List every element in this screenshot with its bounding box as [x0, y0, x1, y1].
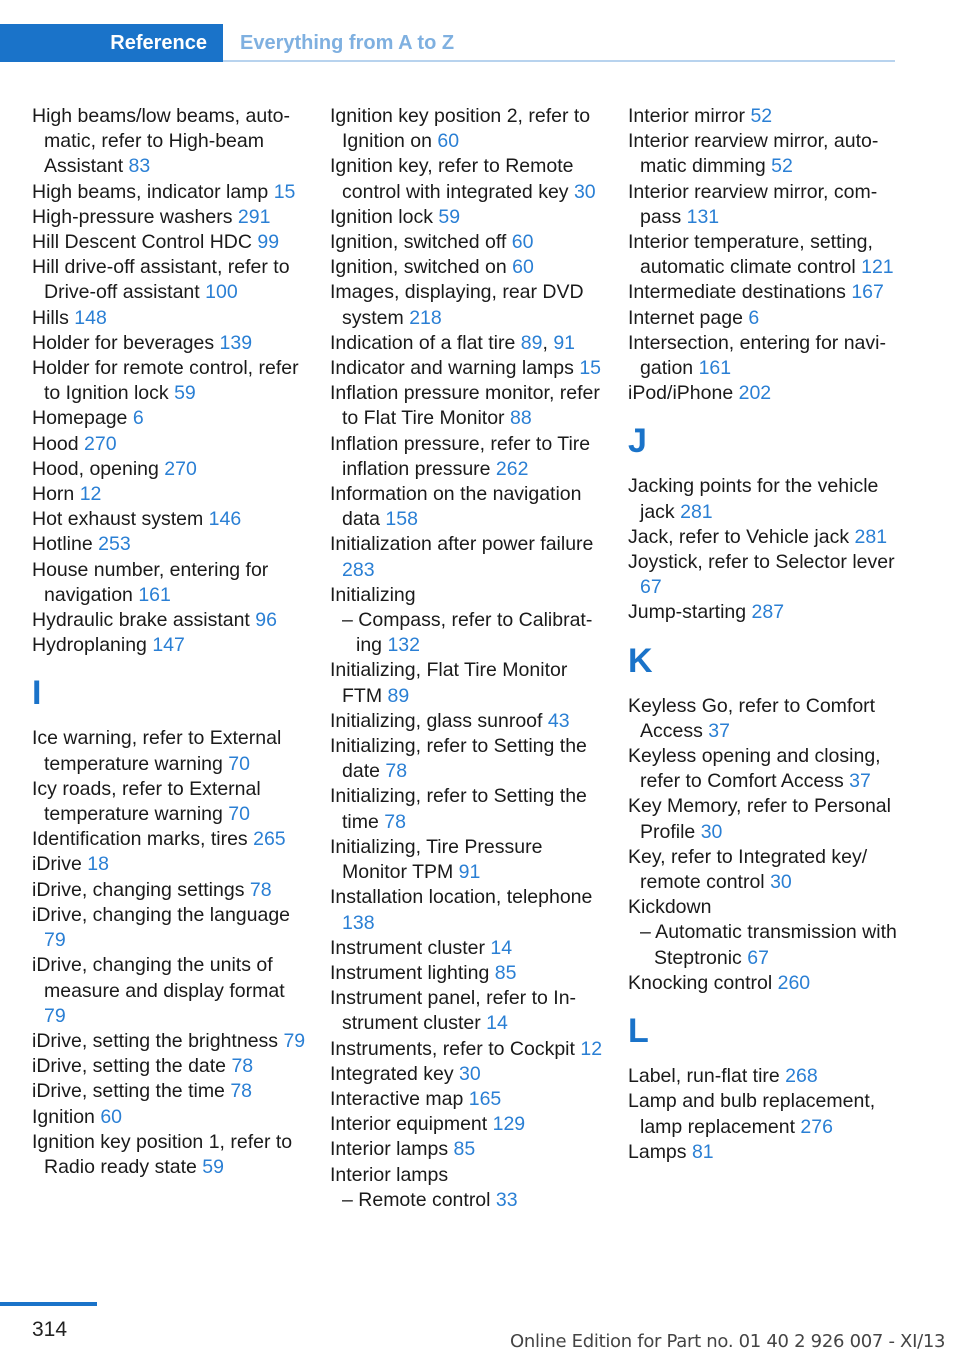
entry-text: Horn	[32, 483, 80, 506]
entry-text: Hills	[32, 306, 75, 329]
index-entry	[330, 1112, 605, 1137]
entry-text: iDrive, setting the date	[32, 1055, 232, 1078]
entry-text: Ignition key position 1, refer to Radio ready state	[32, 1130, 293, 1178]
page-reference-link[interactable]: 79	[44, 1004, 66, 1027]
entry-text: Images, displaying, rear DVD system	[330, 281, 584, 329]
index-entry	[32, 406, 307, 431]
entry-text: Inflation pressure, refer to Tire inflation pressure	[330, 432, 591, 480]
entry-text: Initialization after power failure	[330, 533, 594, 556]
index-entry	[330, 280, 605, 330]
page-reference-link[interactable]: 30	[700, 820, 723, 843]
page-reference-link[interactable]: 281	[854, 525, 888, 548]
index-entry	[32, 457, 307, 482]
index-entry	[330, 936, 605, 961]
page-header	[0, 24, 895, 62]
page-reference-link[interactable]: 96	[255, 609, 277, 632]
index-entry	[628, 845, 900, 895]
index-entry	[32, 230, 307, 255]
page-reference-link[interactable]: 260	[777, 971, 811, 994]
entry-text: Instrument lighting	[330, 961, 495, 984]
index-entry	[628, 381, 900, 406]
index-column-2	[330, 104, 605, 1213]
index-entry	[330, 381, 605, 431]
index-subentry	[628, 920, 900, 970]
footer-accent-bar	[0, 1302, 97, 1306]
page-reference-link[interactable]: 139	[219, 331, 253, 354]
page-reference-link[interactable]: 52	[771, 155, 793, 178]
section-letter: I	[32, 674, 42, 713]
entry-text: Jump-starting	[628, 601, 752, 624]
index-column-1	[32, 104, 307, 1180]
entry-text: High-pressure washers	[32, 205, 238, 228]
index-entry	[330, 331, 605, 356]
index-entry	[628, 104, 900, 129]
index-entry	[32, 608, 307, 633]
entry-text: Initializing, glass sunroof	[330, 709, 548, 732]
index-entry	[628, 525, 900, 550]
index-entry	[628, 971, 900, 996]
section-letter: J	[628, 422, 647, 461]
page-reference-link[interactable]: 30	[459, 1062, 481, 1085]
entry-text: Ignition lock	[330, 205, 439, 228]
index-entry	[330, 356, 605, 381]
page-reference-link[interactable]: 6	[748, 306, 760, 329]
page-reference-link[interactable]: 70	[228, 803, 250, 826]
entry-text: Ignition, switched off	[330, 231, 512, 254]
index-entry	[330, 961, 605, 986]
index-entry	[32, 1054, 307, 1079]
entry-text: Homepage	[32, 407, 133, 430]
page-reference-link[interactable]: 78	[230, 1080, 253, 1103]
entry-text: Hotline	[32, 533, 99, 556]
entry-text: Key, refer to Integrated key/ remote control	[628, 845, 868, 894]
entry-text: Hill Descent Control HDC	[32, 231, 258, 254]
index-entry	[330, 1087, 605, 1112]
section-tab	[0, 24, 223, 62]
page-reference-link[interactable]: 262	[495, 457, 529, 480]
index-entry	[628, 129, 900, 179]
entry-text: Interior rearview mirror, compass	[628, 180, 878, 228]
page-reference-link[interactable]: 43	[547, 709, 570, 732]
entry-text: – Remote control	[342, 1188, 496, 1211]
page-reference-link[interactable]: 60	[437, 130, 460, 153]
index-entry	[330, 432, 605, 482]
entry-text: Joystick, refer to Selector lever	[628, 551, 895, 574]
index-entry	[32, 255, 307, 305]
index-entry	[330, 255, 605, 280]
entry-text: Instrument panel, refer to Instrument cluster	[330, 987, 577, 1035]
entry-text: Inflation pressure monitor, refer to Flat Tire Monitor	[330, 382, 600, 430]
entry-text: Interior mirror	[628, 105, 751, 127]
entry-text: Intersection, entering for navigation	[628, 331, 886, 380]
page-reference-link[interactable]: 59	[438, 205, 461, 228]
page-reference-link[interactable]: 81	[691, 1140, 714, 1163]
entry-text: Integrated key	[330, 1062, 459, 1085]
index-entry	[32, 432, 307, 457]
index-entry	[330, 784, 605, 834]
entry-text: – Compass, refer to Calibrating	[342, 609, 593, 657]
page-reference-link[interactable]: 70	[228, 752, 250, 775]
page-reference-link[interactable]: 158	[385, 508, 418, 531]
page-reference-link[interactable]: 79	[283, 1029, 306, 1052]
page-reference-link[interactable]: 33	[495, 1188, 518, 1211]
section-letter: L	[628, 1012, 649, 1051]
index-entry	[32, 1105, 307, 1130]
index-entry	[32, 852, 307, 877]
entry-text: Lamp and bulb replacement, lamp replacement	[628, 1090, 876, 1138]
entry-text: iDrive, setting the time	[32, 1080, 231, 1103]
entry-text: Intermediate destinations	[628, 281, 852, 304]
index-entry	[330, 230, 605, 255]
page-reference-link[interactable]: 270	[84, 432, 117, 455]
entry-text: Ignition key, refer to Remote control with integrated key	[330, 155, 574, 203]
page-reference-link[interactable]: 60	[511, 231, 534, 254]
index-entry	[32, 482, 307, 507]
index-entry	[32, 356, 307, 406]
index-entry	[32, 532, 307, 557]
index-entry	[330, 1037, 605, 1062]
entry-text: Key Memory, refer to Personal Profile	[628, 795, 891, 843]
index-entry	[32, 726, 307, 776]
entry-text: Knocking control	[628, 971, 778, 994]
page-reference-link[interactable]: 100	[205, 281, 238, 304]
entry-text: Information on the navigation data	[330, 483, 582, 531]
page-reference-link[interactable]: 281	[680, 500, 713, 523]
entry-text: Interactive map	[330, 1087, 469, 1110]
entry-text: Label, run-flat tire	[628, 1065, 786, 1088]
page-reference-link[interactable]: 30	[573, 180, 596, 203]
page-reference-link[interactable]: 202	[738, 382, 772, 405]
index-entry	[628, 600, 900, 625]
index-entry	[32, 104, 307, 180]
index-entry	[32, 633, 307, 658]
index-entry	[32, 1130, 307, 1180]
entry-text: High beams/low beams, automatic, refer to High-beam Assistant	[32, 105, 290, 178]
index-entry	[330, 532, 605, 582]
entry-text: iDrive, changing the language	[32, 903, 291, 926]
page-reference-link[interactable]: 59	[202, 1155, 224, 1178]
entry-text: Keyless opening and closing, refer to Comfort Access	[628, 745, 881, 793]
entry-text: Ignition	[32, 1105, 101, 1128]
index-entry	[32, 180, 307, 205]
page-reference-link[interactable]: 15	[273, 180, 296, 203]
entry-text: Instruments, refer to Cockpit	[330, 1037, 581, 1060]
index-entry	[32, 331, 307, 356]
page-reference-link[interactable]: 52	[750, 105, 773, 127]
entry-text: Identification marks, tires	[32, 828, 254, 851]
page-reference-link[interactable]: 85	[494, 961, 517, 984]
entry-text: Keyless Go, refer to Comfort Access	[628, 694, 876, 742]
page-reference-link[interactable]: 89	[520, 331, 543, 354]
page-reference-link[interactable]: 291	[237, 205, 271, 228]
page-reference-link[interactable]: 67	[747, 946, 769, 969]
entry-text: Initializing, refer to Setting the date	[330, 735, 587, 783]
page-reference-link[interactable]: 270	[164, 457, 197, 480]
index-entry	[32, 1079, 307, 1104]
entry-text: iDrive, setting the brightness	[32, 1029, 284, 1052]
index-entry	[32, 1029, 307, 1054]
page-reference-link[interactable]: 60	[100, 1105, 123, 1128]
page-reference-link[interactable]: 91	[458, 861, 481, 884]
entry-text: Interior equipment	[330, 1113, 493, 1136]
entry-text: Indication of a flat tire	[330, 331, 521, 354]
entry-text: Jacking points for the vehicle jack	[628, 475, 879, 523]
page-reference-link[interactable]: 83	[128, 155, 151, 178]
index-entry	[330, 986, 605, 1036]
index-entry	[330, 154, 605, 204]
entry-text: Interior rearview mirror, automatic dimming	[628, 130, 879, 178]
page-number: 314	[32, 1318, 68, 1341]
page-reference-link[interactable]: 12	[580, 1037, 603, 1060]
page-reference-link[interactable]: 14	[486, 1012, 508, 1035]
entry-text: Holder for beverages	[32, 331, 220, 354]
index-entry	[330, 583, 605, 608]
index-entry	[628, 1140, 900, 1165]
page-reference-link[interactable]: 218	[409, 306, 442, 329]
entry-text: Internet page	[628, 306, 749, 329]
entry-text: Kickdown	[628, 896, 712, 919]
page-reference-link[interactable]: 265	[253, 828, 286, 851]
entry-text: Interior temperature, setting, automatic climate control	[628, 231, 873, 279]
index-entry	[330, 1062, 605, 1087]
entry-text: Jack, refer to Vehicle jack	[628, 525, 855, 548]
page-reference-link[interactable]: 18	[87, 853, 109, 876]
page-reference-link[interactable]: 91	[553, 331, 576, 354]
index-entry	[32, 903, 307, 953]
entry-text: Initializing, Tire Pressure Monitor TPM	[330, 835, 543, 884]
entry-text: Hood, opening	[32, 457, 165, 480]
entry-text: Initializing, Flat Tire Monitor FTM	[330, 659, 568, 707]
index-entry	[628, 1089, 900, 1139]
page-reference-link[interactable]: 30	[770, 871, 792, 894]
index-entry	[32, 205, 307, 230]
separator: ,	[542, 331, 554, 354]
index-entry	[628, 550, 900, 600]
index-entry	[628, 895, 900, 920]
page-reference-link[interactable]: 121	[861, 256, 894, 279]
index-entry	[330, 709, 605, 734]
page-reference-link[interactable]: 78	[385, 760, 408, 783]
index-entry	[628, 331, 900, 381]
index-entry	[628, 1064, 900, 1089]
page-reference-link[interactable]: 78	[249, 878, 272, 901]
index-entry	[32, 827, 307, 852]
entry-text: iDrive, changing settings	[32, 878, 250, 901]
entry-text: House number, entering for navigation	[32, 558, 269, 606]
page-reference-link[interactable]: 167	[851, 281, 884, 304]
entry-text: – Automatic transmission with Steptronic	[640, 921, 897, 969]
page-reference-link[interactable]: 132	[387, 634, 420, 657]
entry-text: Hill drive-off assistant, refer to Drive-off assistant	[32, 256, 290, 304]
index-entry	[628, 474, 900, 524]
entry-text: Initializing, refer to Setting the time	[330, 785, 587, 833]
entry-text: Hydroplaning	[32, 634, 153, 657]
subsection-title: Everything from A to Z	[240, 32, 455, 54]
entry-text: iPod/iPhone	[628, 382, 739, 405]
page-reference-link[interactable]: 14	[490, 936, 513, 959]
entry-text: Ignition key position 2, refer to Ignition on	[330, 105, 591, 153]
index-entry	[32, 878, 307, 903]
index-entry	[330, 885, 605, 935]
page-reference-link[interactable]: 138	[342, 911, 375, 934]
index-entry	[32, 558, 307, 608]
page-reference-link[interactable]: 161	[698, 357, 732, 380]
page-reference-link[interactable]: 268	[785, 1065, 818, 1088]
index-entry	[330, 1137, 605, 1162]
page-reference-link[interactable]: 12	[79, 483, 102, 506]
index-entry	[628, 694, 900, 744]
page-reference-link[interactable]: 60	[512, 256, 534, 279]
entry-text: Lamps	[628, 1140, 692, 1163]
index-entry	[628, 744, 900, 794]
index-column-3	[628, 104, 900, 1165]
index-entry	[628, 794, 900, 844]
index-entry	[330, 104, 605, 154]
page-reference-link[interactable]: 131	[686, 205, 720, 228]
entry-text: Ignition, switched on	[330, 256, 513, 279]
index-entry	[330, 658, 605, 708]
index-entry	[330, 482, 605, 532]
entry-text: Initializing	[330, 583, 416, 606]
entry-text: Installation location, telephone	[330, 886, 593, 909]
entry-text: Hydraulic brake assistant	[32, 609, 256, 632]
index-entry	[628, 230, 900, 280]
entry-text: iDrive, changing the units of measure and display format	[32, 954, 285, 1002]
page-reference-link[interactable]: 78	[384, 810, 406, 833]
page-reference-link[interactable]: 129	[492, 1113, 526, 1136]
page-reference-link[interactable]: 79	[44, 929, 66, 952]
entry-text: High beams, indicator lamp	[32, 180, 274, 203]
page-reference-link[interactable]: 253	[98, 533, 131, 556]
entry-text: Icy roads, refer to External temperature warning	[32, 777, 261, 826]
entry-text: Holder for remote control, refer to Ignition lock	[32, 357, 299, 405]
index-entry	[32, 306, 307, 331]
index-subentry	[330, 608, 605, 658]
entry-text: Interior lamps	[330, 1138, 454, 1161]
index-entry	[330, 734, 605, 784]
section-label: Reference	[110, 32, 207, 54]
page-reference-link[interactable]: 59	[174, 382, 196, 405]
index-entry	[628, 180, 900, 230]
page-reference-link[interactable]: 287	[751, 601, 785, 624]
page-reference-link[interactable]: 85	[453, 1138, 476, 1161]
page-reference-link[interactable]: 78	[231, 1055, 254, 1078]
index-entry	[330, 205, 605, 230]
footer-edition-note: Online Edition for Part no. 01 40 2 926 007 - XI/13	[510, 1331, 946, 1352]
entry-text: Hot exhaust system	[32, 508, 209, 531]
index-entry	[32, 777, 307, 827]
entry-text: Interior lamps	[330, 1163, 449, 1186]
page-reference-link[interactable]: 146	[208, 508, 242, 531]
page-reference-link[interactable]: 37	[708, 719, 730, 742]
page-reference-link[interactable]: 67	[640, 576, 662, 599]
page-reference-link[interactable]: 283	[342, 558, 375, 581]
page-reference-link[interactable]: 88	[509, 407, 532, 430]
page-reference-link[interactable]: 37	[849, 770, 871, 793]
entry-text: Instrument cluster	[330, 936, 491, 959]
entry-text: Indicator and warning lamps	[330, 357, 580, 380]
page-reference-link[interactable]: 6	[132, 407, 144, 430]
page-reference-link[interactable]: 148	[74, 306, 107, 329]
index-entry	[32, 953, 307, 1029]
page-reference-link[interactable]: 276	[800, 1115, 833, 1138]
index-entry	[330, 835, 605, 885]
entry-text: Hood	[32, 432, 85, 455]
section-letter: K	[628, 641, 653, 680]
entry-text: iDrive	[32, 853, 88, 876]
page-reference-link[interactable]: 99	[257, 231, 280, 254]
index-entry	[32, 507, 307, 532]
header-rule	[223, 60, 895, 62]
page-reference-link[interactable]: 147	[152, 634, 185, 657]
page-reference-link[interactable]: 15	[579, 357, 602, 380]
page-reference-link[interactable]: 89	[387, 684, 410, 707]
page-reference-link[interactable]: 165	[468, 1087, 502, 1110]
index-entry	[330, 1163, 605, 1188]
index-subentry	[330, 1188, 605, 1213]
index-entry	[628, 306, 900, 331]
page-reference-link[interactable]: 161	[138, 583, 171, 606]
entry-text: Ice warning, refer to External temperature warning	[32, 727, 282, 775]
index-entry	[628, 280, 900, 305]
